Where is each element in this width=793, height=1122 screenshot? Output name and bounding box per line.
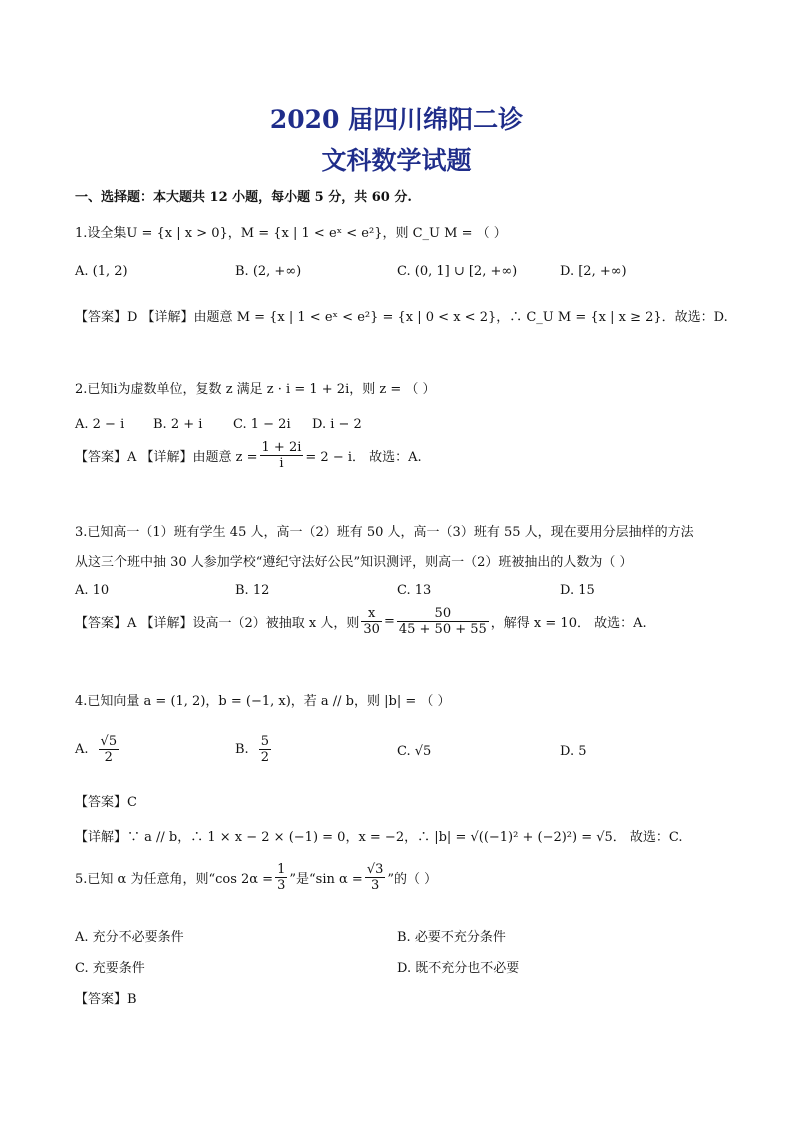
question-4-detail: 【详解】∵ a // b，∴ 1 × x − 2 × (−1) = 0，x = −2，∴ |b| = √((−1)² + (−2)²) = √5． 故选：C.	[75, 830, 683, 845]
question-4-option-d: D. 5	[560, 744, 587, 759]
document-title: 2020 届四川绵阳二诊	[269, 105, 524, 134]
question-5-option-a: A. 充分不必要条件	[75, 930, 184, 945]
fraction-denominator: i	[279, 456, 284, 471]
question-3-stem-line-1: 3.已知高一（1）班有学生 45 人，高一（2）班有 50 人，高一（3）班有 55 人，现在要用分层抽样的方法	[75, 525, 694, 540]
equals-sign: =	[383, 614, 395, 629]
question-4-stem: 4.已知向量 a = (1, 2)，b = (−1, x)，若 a // b，则 |b| = （ ）	[75, 694, 451, 709]
question-3-option-a: A. 10	[75, 583, 110, 598]
question-3-option-d: D. 15	[560, 583, 595, 598]
question-5-option-c: C. 充要条件	[75, 961, 145, 976]
fraction-denominator: 3	[370, 878, 380, 893]
question-5-stem-middle: ”是“sin α =	[289, 872, 363, 887]
fraction-denominator: 2	[104, 750, 113, 765]
fraction-numerator: √5	[100, 734, 118, 749]
document-subtitle: 文科数学试题	[321, 146, 472, 175]
question-2-answer-suffix: = 2 − i． 故选：A.	[305, 450, 422, 465]
question-5-stem	[75, 862, 437, 893]
option-label: B.	[235, 742, 249, 757]
option-fraction	[259, 734, 271, 765]
question-5-stem-prefix: 5.已知 α 为任意角，则“cos 2α =	[75, 872, 274, 887]
question-2-option-c: C. 1 − 2i	[233, 417, 291, 432]
question-3-option-b: B. 12	[235, 583, 270, 598]
option-fraction	[99, 734, 120, 765]
question-2-option-a: A. 2 − i	[75, 417, 125, 432]
fraction-numerator: x	[361, 606, 382, 622]
question-5-option-b: B. 必要不充分条件	[397, 930, 506, 945]
fraction-numerator: 1	[277, 862, 286, 877]
question-1-option-a: A. (1, 2)	[75, 264, 128, 279]
fraction-denominator: 30	[363, 622, 380, 637]
question-2-option-b: B. 2 + i	[153, 417, 203, 432]
question-4-option-b	[235, 734, 273, 765]
question-1-stem: 1.设全集U = {x | x > 0}，M = {x | 1 < eˣ < e²}，则 C_U M = （ ）	[75, 226, 507, 241]
question-2-option-d: D. i − 2	[312, 417, 362, 432]
question-4-option-a	[75, 734, 121, 765]
question-1-option-b: B. (2, +∞)	[235, 264, 302, 279]
section-heading: 一、选择题：本大题共 12 小题，每小题 5 分，共 60 分.	[75, 190, 412, 205]
question-5-answer: 【答案】B	[75, 992, 137, 1007]
fraction-numerator: √3	[366, 862, 384, 877]
question-3-option-c: C. 13	[397, 583, 432, 598]
question-4-answer: 【答案】C	[75, 795, 137, 810]
fraction-denominator: 2	[260, 750, 269, 765]
question-2-answer-prefix: 【答案】A 【详解】由题意 z =	[75, 450, 258, 465]
question-3-answer-suffix: ，解得 x = 10． 故选：A.	[490, 616, 647, 631]
question-2-answer	[75, 440, 422, 471]
question-1-answer: 【答案】D 【详解】由题意 M = {x | 1 < eˣ < e²} = {x | 0 < x < 2}，∴ C_U M = {x | x ≥ 2}．故选：D.	[75, 310, 728, 325]
fraction-denominator: 3	[277, 878, 286, 893]
question-2-stem: 2.已知i为虚数单位，复数 z 满足 z · i = 1 + 2i，则 z = （ ）	[75, 382, 436, 397]
question-4-option-c: C. √5	[397, 744, 432, 759]
question-5-option-d: D. 既不充分也不必要	[397, 961, 520, 976]
question-5-fraction-1	[275, 862, 287, 893]
question-2-answer-fraction	[260, 440, 304, 471]
question-3-fraction-2	[397, 606, 489, 637]
fraction-denominator: 45 + 50 + 55	[398, 622, 487, 637]
fraction-numerator: 1 + 2i	[261, 440, 302, 455]
question-3-answer-prefix: 【答案】A 【详解】设高一（2）被抽取 x 人，则	[75, 616, 360, 631]
fraction-numerator: 50	[397, 606, 489, 622]
question-3-stem-line-2: 从这三个班中抽 30 人参加学校“遵纪守法好公民”知识测评，则高一（2）班被抽出的人数为（ ）	[75, 555, 633, 570]
question-5-fraction-2	[365, 862, 386, 893]
question-1-option-c: C. (0, 1] ∪ [2, +∞)	[397, 264, 518, 279]
question-1-option-d: D. [2, +∞)	[560, 264, 627, 279]
fraction-numerator: 5	[260, 734, 269, 749]
question-3-fraction-1	[361, 606, 382, 637]
question-5-stem-suffix: ”的（ ）	[387, 872, 438, 887]
question-3-answer	[75, 606, 647, 637]
option-label: A.	[75, 742, 89, 757]
